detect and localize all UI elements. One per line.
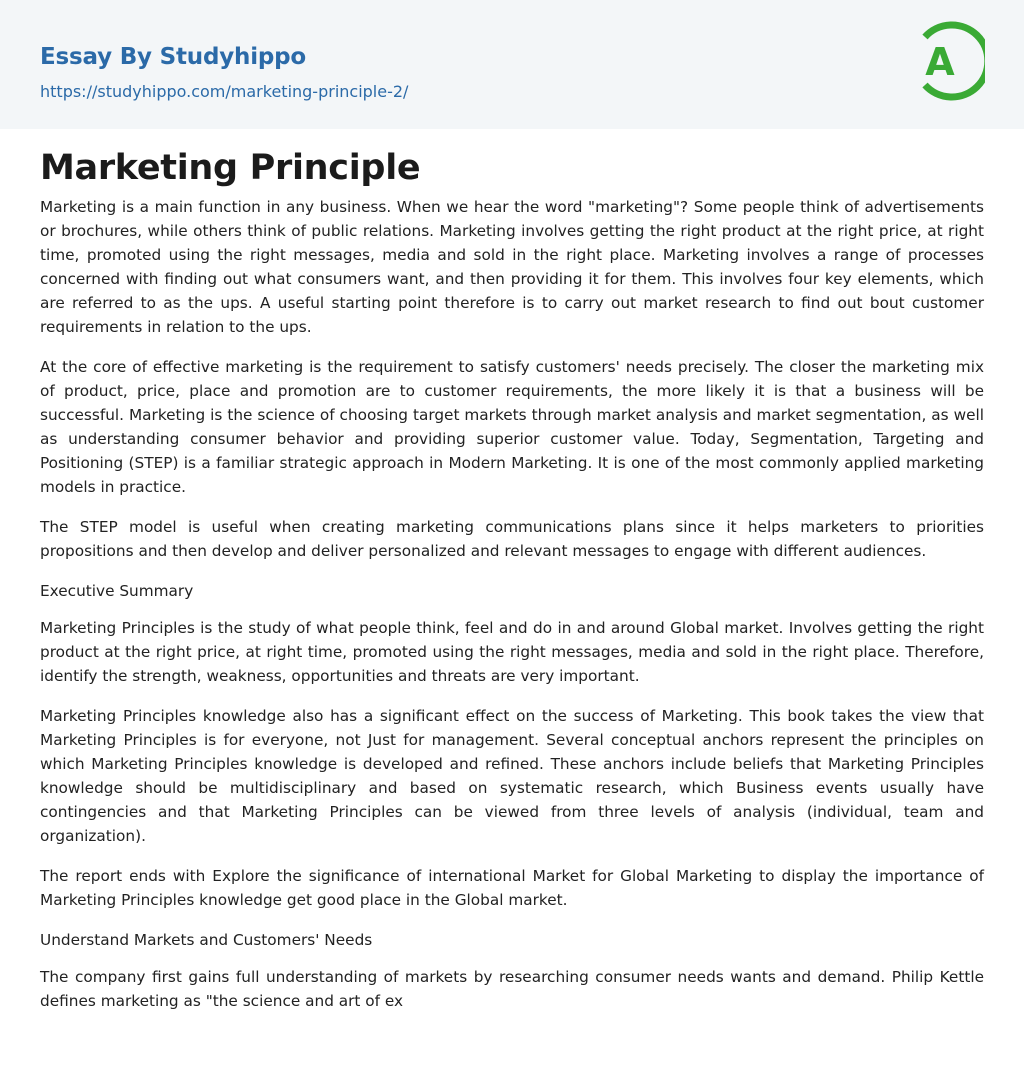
essay-url-link[interactable]: https://studyhippo.com/marketing-principle-2/ [40, 82, 409, 101]
section-heading-markets-needs: Understand Markets and Customers' Needs [40, 931, 373, 949]
paragraph-knowledge: Marketing Principles knowledge also has a significant effect on the success of Marketing. This book takes the view that Marketing Principles is for everyone, not Just for management. Several conceptual anchors represent the principles on which Marketing Principles knowledge is developed and refined. These anchors include beliefs that Marketing Principles knowledge should be multidisciplinary and based on systematic research, which Business events usually have contingencies and that Marketing Principles can be viewed from three levels of analysis (individual, team and organization). [40, 707, 984, 845]
section-heading-executive-summary: Executive Summary [40, 582, 194, 600]
article-body [0, 129, 1024, 1013]
paragraph-intro: Marketing is a main function in any business. When we hear the word "marketing"? Some people think of advertisements or brochures, while others think of public relations. Marketing involves getting the right product at the right price, at right time, promoted using the right messages, media and sold in the right place. Marketing involves a range of processes concerned with finding out what consumers want, and then providing it for them. This involves four key elements, which are referred to as the ups. A useful starting point therefore is to carry out market research to find out bout customer requirements in relation to the ups. [40, 198, 984, 336]
paragraph-markets-research: The company first gains full understanding of markets by researching consumer needs wants and demand. Philip Kettle defines marketing as "the science and art of ex [40, 968, 984, 1010]
paragraph-step-model: The STEP model is useful when creating marketing communications plans since it helps marketers to priorities propositions and then develop and deliver personalized and relevant messages to engage with different audiences. [40, 518, 984, 560]
logo-letter: A [925, 40, 955, 84]
site-title: Essay By Studyhippo [40, 44, 307, 70]
article-title: Marketing Principle [40, 148, 421, 188]
paragraph-core-marketing: At the core of effective marketing is the requirement to satisfy customers' needs precisely. The closer the marketing mix of product, price, place and promotion are to customer requirements, the more likely it is that a business will be successful. Marketing is the science of choosing target markets through market analysis and market segmentation, as well as understanding consumer behavior and providing superior customer value. Today, Segmentation, Targeting and Positioning (STEP) is a familiar strategic approach in Modern Marketing. It is one of the most commonly applied marketing models in practice. [40, 358, 984, 496]
paragraph-executive-summary: Marketing Principles is the study of what people think, feel and do in and around Global market. Involves getting the right product at the right price, at right time, promoted using the right messages, media and sold in the right place. Therefore, identify the strength, weakness, opportunities and threats are very important. [40, 619, 984, 685]
page-header [0, 0, 1024, 129]
studyhippo-logo-icon[interactable] [913, 19, 985, 103]
paragraph-report-ends: The report ends with Explore the significance of international Market for Global Marketing to display the importance of Marketing Principles knowledge get good place in the Global market. [40, 867, 984, 909]
